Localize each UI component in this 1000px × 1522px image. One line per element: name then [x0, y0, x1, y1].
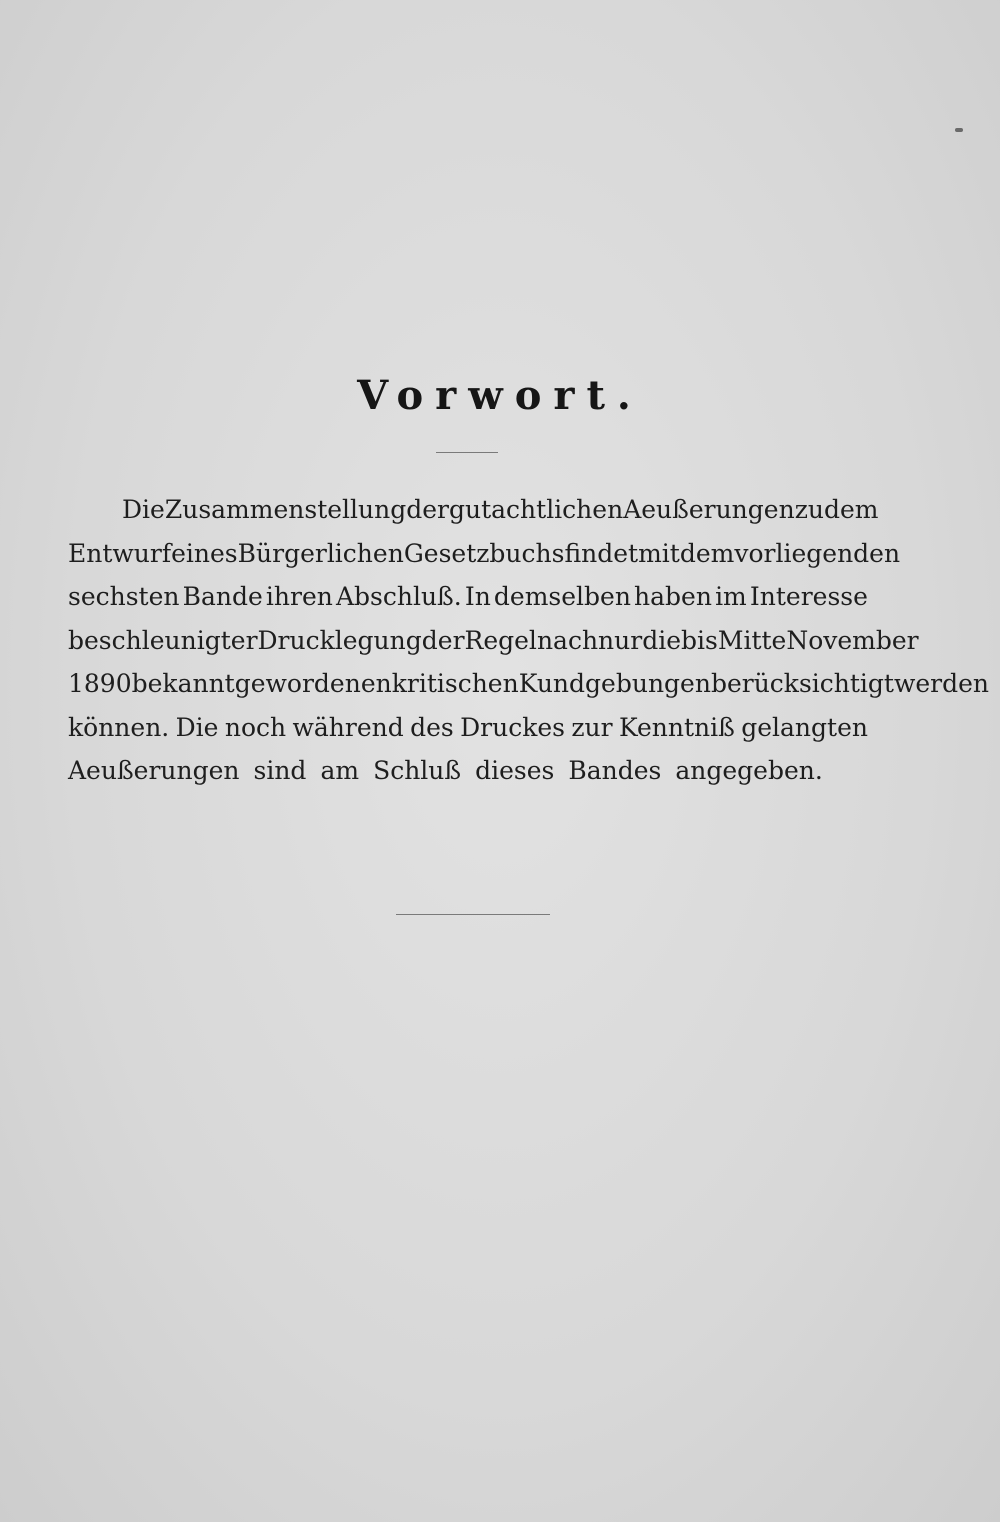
paragraph-line: sechsten Bande ihren Abschluß. In demselben haben im Interesse [68, 582, 868, 611]
closing-divider [396, 914, 550, 915]
paragraph-line: 1890 bekannt gewordenen kritischen Kundgebungen berücksichtigt werden [68, 669, 990, 698]
paragraph-line: Entwurf eines Bürgerlichen Gesetzbuchs findet mit dem vorliegenden [68, 538, 901, 568]
title-divider [436, 452, 498, 453]
paragraph-line: Aeußerungen sind am Schluß dieses Bandes angegeben. [68, 756, 823, 785]
ink-mark [955, 128, 963, 132]
paragraph-line: Die Zusammenstellung der gutachtlichen Aeußerungen zu dem [122, 495, 879, 524]
paragraph-line: beschleunigter Drucklegung der Regel nach nur die bis Mitte November [68, 625, 919, 655]
preface-paragraph [68, 488, 990, 793]
page-title: Vorwort. [357, 372, 643, 419]
paragraph-line: können. Die noch während des Druckes zur Kenntniß gelangten [68, 712, 868, 742]
